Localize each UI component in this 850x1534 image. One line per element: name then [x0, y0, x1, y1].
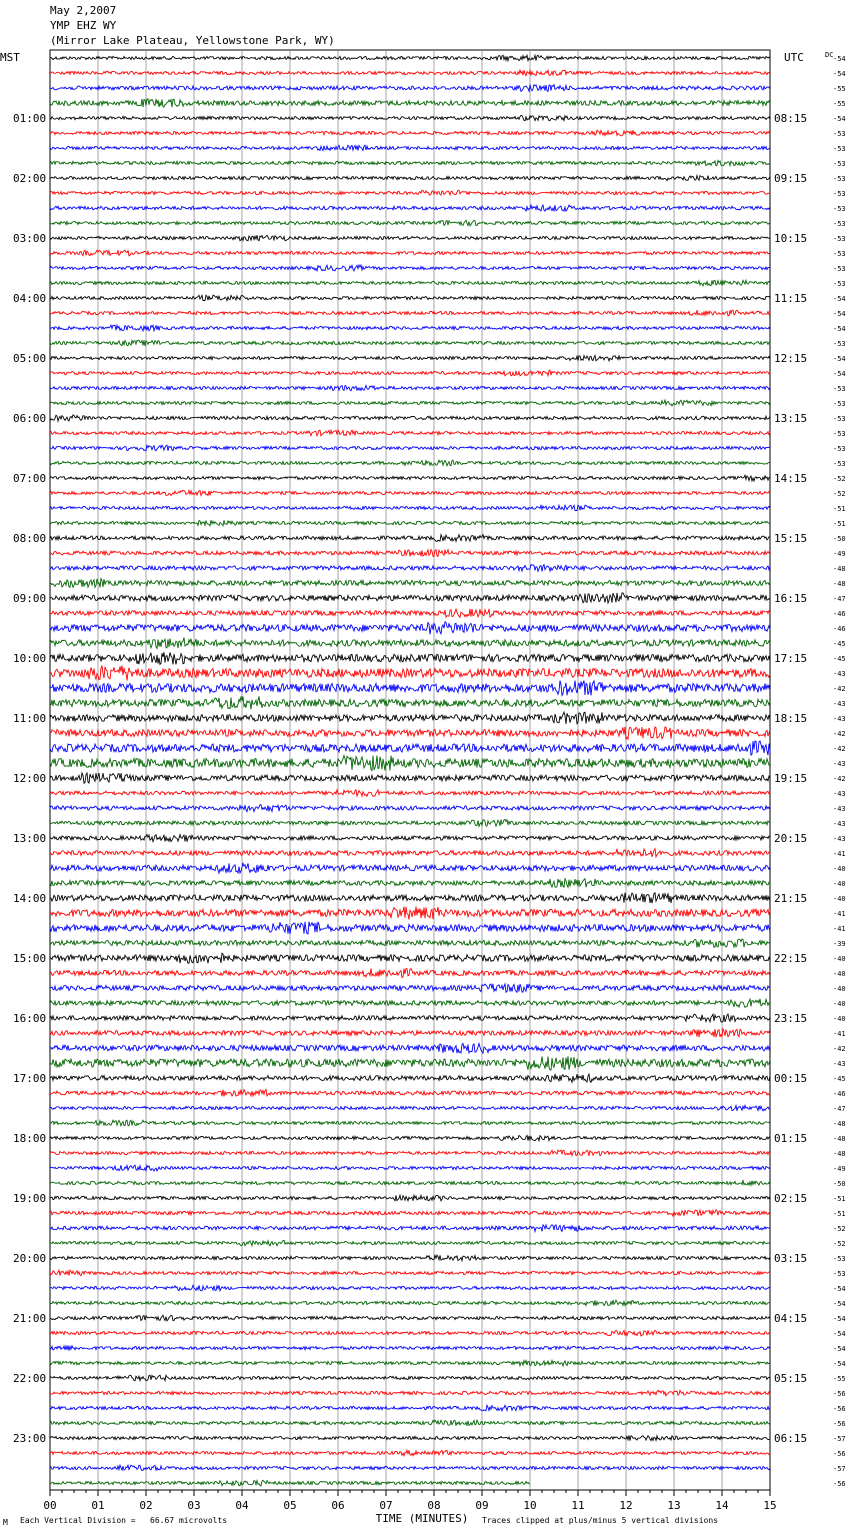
dc-offset-label: -41 [833, 850, 846, 858]
seismogram-trace [50, 1135, 770, 1140]
mst-hour-label: 21:00 [13, 1312, 47, 1325]
clip-note: Traces clipped at plus/minus 5 vertical divisions [482, 1516, 719, 1525]
seismogram-trace [50, 505, 770, 510]
dc-offset-label: -48 [833, 580, 846, 588]
dc-offset-label: -48 [833, 565, 846, 573]
utc-hour-label: 08:15 [774, 112, 808, 125]
utc-hour-label: 18:15 [774, 712, 808, 725]
dc-offset-label: -50 [833, 1180, 846, 1188]
seismogram-trace [50, 310, 770, 316]
dc-offset-label: -40 [833, 985, 846, 993]
utc-hour-label: 09:15 [774, 172, 808, 185]
mst-hour-label: 16:00 [13, 1012, 47, 1025]
utc-hour-label: 04:15 [774, 1312, 808, 1325]
dc-offset-label: -53 [833, 400, 846, 408]
mst-hour-label: 17:00 [13, 1072, 47, 1085]
dc-offset-label: -47 [833, 595, 846, 603]
mst-hour-label: 07:00 [13, 472, 47, 485]
seismogram-trace [50, 55, 770, 60]
seismogram-trace [50, 756, 770, 771]
utc-hour-label: 03:15 [774, 1252, 808, 1265]
seismogram-trace [50, 445, 770, 451]
dc-offset-label: -46 [833, 610, 846, 618]
dc-offset-label: -56 [833, 1390, 846, 1398]
seismogram-trace [50, 790, 770, 797]
dc-offset-label: -53 [833, 1270, 846, 1278]
mst-hour-label: 20:00 [13, 1252, 47, 1265]
dc-offset-label: -53 [833, 415, 846, 423]
dc-offset-label: -55 [833, 1375, 846, 1383]
seismogram-trace [50, 1074, 770, 1082]
dc-offset-label: -53 [833, 250, 846, 258]
dc-offset-label: -54 [833, 55, 846, 63]
utc-hour-label: 23:15 [774, 1012, 808, 1025]
dc-offset-label: -53 [833, 235, 846, 243]
x-tick-label: 04 [235, 1499, 249, 1512]
dc-offset-label: -54 [833, 1345, 846, 1353]
mst-hour-label: 14:00 [13, 892, 47, 905]
seismogram-trace [50, 579, 770, 588]
seismogram-trace [50, 727, 770, 739]
dc-offset-label: -55 [833, 100, 846, 108]
utc-header: UTC [784, 51, 804, 64]
seismogram-trace [50, 85, 770, 92]
dc-offset-label: -42 [833, 775, 846, 783]
seismogram-trace [50, 1165, 770, 1171]
mst-hour-label: 23:00 [13, 1432, 47, 1445]
seismogram-trace [50, 490, 770, 495]
mst-hour-label: 01:00 [13, 112, 47, 125]
dc-offset-label: -43 [833, 805, 846, 813]
dc-offset-label: -43 [833, 1060, 846, 1068]
seismogram-trace [50, 1420, 770, 1426]
seismogram-trace [50, 220, 770, 226]
seismogram-trace [50, 999, 770, 1007]
seismogram-trace [50, 565, 770, 572]
x-tick-label: 12 [619, 1499, 633, 1512]
dc-offset-label: -41 [833, 925, 846, 933]
mst-header: MST [0, 51, 20, 64]
utc-hour-label: 20:15 [774, 832, 808, 845]
seismogram-trace [50, 879, 770, 888]
seismogram-trace [50, 1270, 770, 1275]
seismogram-trace [50, 250, 770, 256]
seismogram-trace [50, 953, 770, 963]
mst-hour-label: 19:00 [13, 1192, 47, 1205]
dc-offset-label: -42 [833, 685, 846, 693]
x-tick-label: 06 [331, 1499, 345, 1512]
dc-offset-label: -54 [833, 1360, 846, 1368]
seismogram-trace [50, 1029, 770, 1037]
dc-offset-label: -43 [833, 760, 846, 768]
utc-hour-label: 14:15 [774, 472, 808, 485]
dc-offset-label: -51 [833, 1210, 846, 1218]
dc-header: DC [825, 51, 834, 59]
x-tick-label: 05 [283, 1499, 297, 1512]
dc-offset-label: -53 [833, 385, 846, 393]
dc-offset-label: -49 [833, 1165, 846, 1173]
seismogram-trace [50, 1120, 770, 1126]
seismogram-trace [50, 922, 770, 934]
dc-offset-label: -57 [833, 1435, 846, 1443]
dc-offset-label: -53 [833, 205, 846, 213]
seismogram-trace [50, 712, 770, 724]
mst-hour-label: 13:00 [13, 832, 47, 845]
utc-hour-label: 05:15 [774, 1372, 808, 1385]
dc-offset-label: -40 [833, 895, 846, 903]
seismogram-trace [50, 535, 770, 542]
dc-offset-label: -48 [833, 1150, 846, 1158]
dc-offset-label: -52 [833, 475, 846, 483]
seismogram-trace [50, 906, 770, 919]
dc-offset-label: -40 [833, 880, 846, 888]
utc-hour-label: 02:15 [774, 1192, 808, 1205]
x-tick-label: 02 [139, 1499, 153, 1512]
corner-mark: M [3, 1518, 8, 1527]
dc-offset-label: -53 [833, 430, 846, 438]
utc-hour-label: 13:15 [774, 412, 808, 425]
dc-offset-label: -45 [833, 655, 846, 663]
mst-hour-label: 02:00 [13, 172, 47, 185]
dc-offset-label: -51 [833, 1195, 846, 1203]
seismogram-trace [50, 1044, 770, 1054]
seismogram-trace [50, 430, 770, 436]
seismogram-trace [50, 190, 770, 195]
seismogram-trace [50, 70, 770, 76]
dc-offset-label: -56 [833, 1480, 846, 1488]
seismogram-trace [50, 849, 770, 857]
dc-offset-label: -55 [833, 85, 846, 93]
seismogram-trace [50, 1390, 770, 1396]
seismogram-trace [50, 1150, 770, 1156]
seismogram-trace [50, 741, 770, 755]
seismogram-trace [50, 99, 770, 107]
utc-hour-label: 16:15 [774, 592, 808, 605]
dc-offset-label: -54 [833, 1330, 846, 1338]
x-tick-label: 14 [715, 1499, 729, 1512]
utc-hour-label: 15:15 [774, 532, 808, 545]
seismogram-trace [50, 205, 770, 211]
dc-offset-label: -43 [833, 820, 846, 828]
seismogram-trace [50, 1210, 770, 1216]
seismogram-trace [50, 1056, 770, 1070]
seismogram-trace [50, 415, 770, 421]
dc-offset-label: -53 [833, 460, 846, 468]
dc-offset-label: -40 [833, 970, 846, 978]
utc-hour-label: 17:15 [774, 652, 808, 665]
dc-offset-label: -52 [833, 490, 846, 498]
seismogram-trace [50, 1465, 770, 1470]
seismogram-trace [50, 1346, 770, 1351]
dc-offset-label: -54 [833, 310, 846, 318]
dc-offset-label: -50 [833, 535, 846, 543]
dc-offset-label: -41 [833, 1030, 846, 1038]
seismogram-trace [50, 475, 770, 481]
dc-offset-label: -56 [833, 1420, 846, 1428]
seismogram-trace [50, 1375, 770, 1381]
dc-offset-label: -54 [833, 325, 846, 333]
dc-offset-label: -47 [833, 1105, 846, 1113]
seismogram-trace [50, 1360, 770, 1365]
seismogram-trace [50, 295, 770, 300]
x-tick-label: 01 [91, 1499, 105, 1512]
dc-offset-label: -53 [833, 145, 846, 153]
station-label: YMP EHZ WY [50, 19, 117, 32]
mst-hour-label: 15:00 [13, 952, 47, 965]
utc-hour-label: 12:15 [774, 352, 808, 365]
date-label: May 2,2007 [50, 4, 117, 17]
seismogram-trace [50, 1195, 770, 1201]
dc-offset-label: -54 [833, 295, 846, 303]
seismogram-trace [50, 460, 770, 466]
dc-offset-label: -52 [833, 1240, 846, 1248]
mst-hour-label: 04:00 [13, 292, 47, 305]
seismogram-trace [50, 638, 770, 649]
seismogram-trace [50, 1285, 770, 1291]
seismogram-trace [50, 820, 770, 827]
dc-offset-label: -49 [833, 550, 846, 558]
utc-hour-label: 00:15 [774, 1072, 808, 1085]
seismogram-trace [50, 356, 770, 361]
dc-offset-label: -54 [833, 115, 846, 123]
seismogram-trace [50, 1090, 770, 1097]
dc-offset-label: -45 [833, 640, 846, 648]
seismogram-trace [50, 1180, 770, 1185]
dc-offset-label: -53 [833, 160, 846, 168]
seismogram-trace [50, 1450, 770, 1456]
x-tick-label: 09 [475, 1499, 489, 1512]
x-tick-label: 11 [571, 1499, 585, 1512]
dc-offset-label: -56 [833, 1405, 846, 1413]
seismogram-trace [50, 1330, 770, 1336]
mst-hour-label: 03:00 [13, 232, 47, 245]
seismogram-trace [50, 835, 770, 842]
seismogram-trace [50, 984, 770, 993]
dc-offset-label: -53 [833, 175, 846, 183]
dc-offset-label: -42 [833, 1045, 846, 1053]
dc-offset-label: -43 [833, 670, 846, 678]
seismogram-trace [50, 652, 770, 664]
seismogram-trace [50, 1255, 770, 1260]
dc-offset-label: -48 [833, 1135, 846, 1143]
dc-offset-label: -53 [833, 190, 846, 198]
x-tick-label: 10 [523, 1499, 537, 1512]
x-tick-label: 08 [427, 1499, 441, 1512]
dc-offset-label: -43 [833, 715, 846, 723]
seismogram-trace [50, 280, 770, 285]
seismogram-trace [50, 773, 770, 783]
dc-offset-label: -45 [833, 1075, 846, 1083]
seismogram-trace [50, 1300, 770, 1306]
dc-offset-label: -54 [833, 1285, 846, 1293]
seismogram-trace [50, 681, 770, 696]
mst-hour-label: 18:00 [13, 1132, 47, 1145]
dc-offset-label: -43 [833, 835, 846, 843]
dc-offset-label: -42 [833, 745, 846, 753]
mst-hour-label: 12:00 [13, 772, 47, 785]
seismogram-trace [50, 805, 770, 812]
seismogram-trace [50, 340, 770, 346]
dc-offset-label: -53 [833, 265, 846, 273]
dc-offset-label: -40 [833, 865, 846, 873]
seismogram-trace [50, 550, 770, 557]
seismogram-trace [50, 1435, 770, 1440]
seismogram-trace [50, 666, 770, 681]
dc-offset-label: -40 [833, 1015, 846, 1023]
utc-hour-label: 01:15 [774, 1132, 808, 1145]
seismogram-trace [50, 863, 770, 873]
dc-offset-label: -41 [833, 910, 846, 918]
dc-offset-label: -40 [833, 1000, 846, 1008]
mst-hour-label: 22:00 [13, 1372, 47, 1385]
seismogram-trace [50, 130, 770, 136]
utc-hour-label: 06:15 [774, 1432, 808, 1445]
seismogram-trace [50, 1105, 770, 1110]
seismogram-trace [50, 1225, 770, 1232]
seismogram-trace [50, 1315, 770, 1321]
dc-offset-label: -43 [833, 790, 846, 798]
dc-offset-label: -53 [833, 340, 846, 348]
x-tick-label: 03 [187, 1499, 201, 1512]
dc-offset-label: -54 [833, 355, 846, 363]
dc-offset-label: -51 [833, 505, 846, 513]
x-tick-label: 07 [379, 1499, 393, 1512]
seismogram-trace [50, 386, 770, 391]
dc-offset-label: -53 [833, 280, 846, 288]
mst-hour-label: 08:00 [13, 532, 47, 545]
seismogram-trace [50, 265, 770, 271]
seismogram-trace [50, 1405, 770, 1411]
mst-hour-label: 11:00 [13, 712, 47, 725]
seismogram-trace [50, 400, 770, 406]
dc-offset-label: -54 [833, 1300, 846, 1308]
x-tick-label: 15 [763, 1499, 777, 1512]
dc-offset-label: -53 [833, 445, 846, 453]
mst-hour-label: 06:00 [13, 412, 47, 425]
dc-offset-label: -57 [833, 1465, 846, 1473]
mst-hour-label: 09:00 [13, 592, 47, 605]
dc-offset-label: -48 [833, 1120, 846, 1128]
dc-offset-label: -52 [833, 1225, 846, 1233]
seismogram-trace [50, 520, 770, 526]
dc-offset-label: -40 [833, 955, 846, 963]
seismogram-trace [50, 145, 770, 150]
x-axis-label: TIME (MINUTES) [375, 1512, 469, 1525]
dc-offset-label: -46 [833, 625, 846, 633]
mst-hour-label: 10:00 [13, 652, 47, 665]
seismogram-trace [50, 235, 770, 241]
dc-offset-label: -54 [833, 70, 846, 78]
utc-hour-label: 22:15 [774, 952, 808, 965]
seismogram-trace [50, 696, 770, 709]
utc-hour-label: 19:15 [774, 772, 808, 785]
location-label: (Mirror Lake Plateau, Yellowstone Park, WY) [50, 34, 335, 47]
dc-offset-label: -43 [833, 700, 846, 708]
seismogram-trace [50, 115, 770, 120]
seismogram-trace [50, 939, 770, 948]
seismogram-trace [50, 325, 770, 331]
seismogram-trace [50, 609, 770, 617]
dc-offset-label: -54 [833, 1315, 846, 1323]
dc-offset-label: -42 [833, 730, 846, 738]
dc-offset-label: -53 [833, 130, 846, 138]
seismogram-trace [50, 1014, 770, 1022]
dc-offset-label: -54 [833, 370, 846, 378]
dc-offset-label: -53 [833, 1255, 846, 1263]
x-tick-label: 00 [43, 1499, 57, 1512]
seismogram-trace [50, 370, 770, 376]
dc-offset-label: -46 [833, 1090, 846, 1098]
seismogram-trace [50, 593, 770, 603]
seismogram-trace [50, 968, 770, 977]
utc-hour-label: 10:15 [774, 232, 808, 245]
x-tick-label: 13 [667, 1499, 681, 1512]
dc-offset-label: -56 [833, 1450, 846, 1458]
dc-offset-label: -51 [833, 520, 846, 528]
seismogram-trace [50, 622, 770, 635]
seismogram-trace [50, 893, 770, 904]
seismogram-trace [50, 161, 770, 166]
mst-hour-label: 05:00 [13, 352, 47, 365]
dc-offset-label: -39 [833, 940, 846, 948]
utc-hour-label: 21:15 [774, 892, 808, 905]
seismogram-trace [50, 1240, 770, 1246]
seismogram-trace [50, 176, 770, 181]
scale-note: Each Vertical Division = 66.67 microvolts [20, 1516, 228, 1525]
utc-hour-label: 11:15 [774, 292, 808, 305]
dc-offset-label: -53 [833, 220, 846, 228]
